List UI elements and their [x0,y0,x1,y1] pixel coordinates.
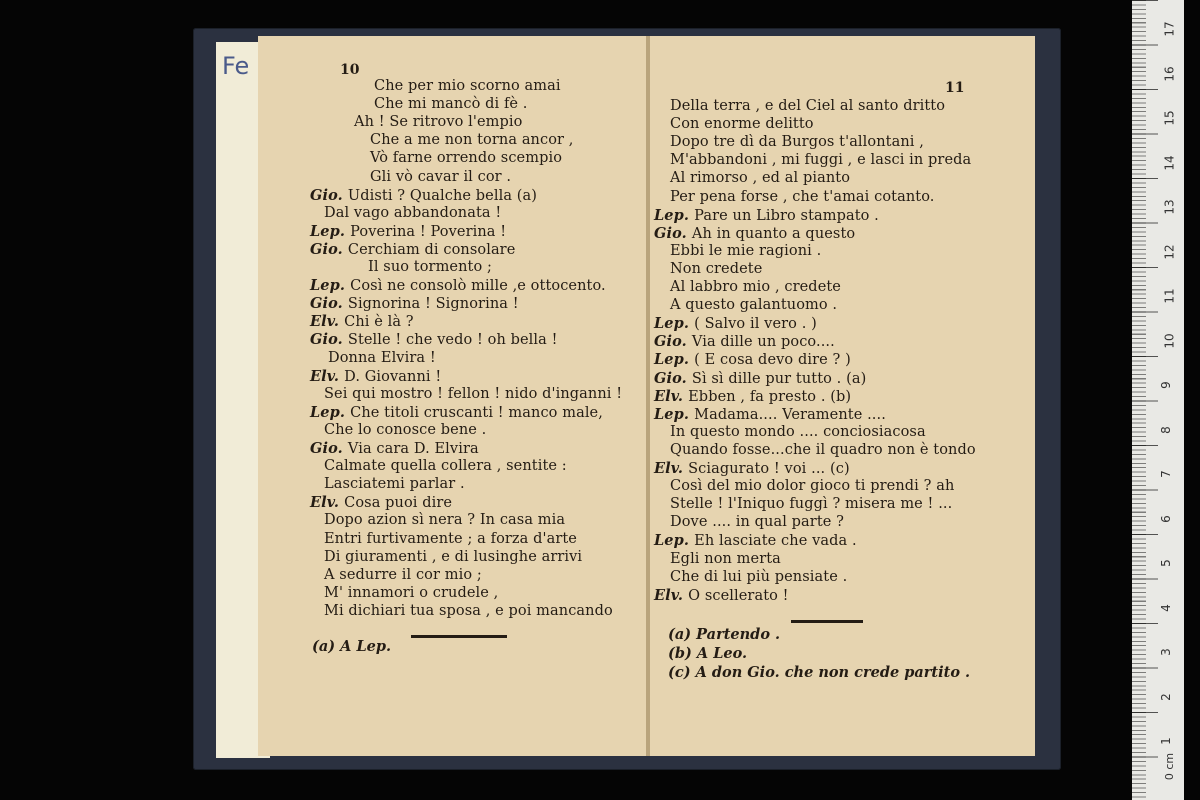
text-line [324,386,622,402]
line-text: Chi è là ? [344,314,414,331]
line-text: Il suo tormento ; [368,259,493,275]
text-line [324,512,565,528]
text-line [370,150,562,166]
line-text: M' innamori o crudele , [324,584,499,601]
text-line [654,207,879,224]
speaker-label: Gio. [654,369,692,387]
text-line [670,424,926,440]
line-text: Udisti ? Qualche bella (a) [347,187,538,204]
line-text: Entri furtivamente ; a forza d'arte [324,530,577,547]
line-text: Della terra , e del Ciel al santo dritto [670,98,946,114]
line-text: Ebbi le mie ragioni . [670,242,822,259]
speaker-label: Gio. [310,440,348,457]
footnote-rule [791,620,863,623]
slip-mark: Fe [222,52,250,80]
speaker-label: Gio. [654,224,692,242]
footnote: (a) A Lep. [312,638,392,655]
speaker-label: Lep. [654,351,695,369]
text-line [374,96,528,112]
page-number: 11 [945,80,965,96]
text-line [654,225,855,242]
text-line [310,223,506,240]
speaker-label: Elv. [654,460,689,477]
ruler-number: 3 [1158,648,1173,656]
line-text: Che titoli cruscanti ! manco male, [350,404,603,421]
text-line [324,458,567,474]
line-text: Ah ! Se ritrovo l'empio [354,114,523,131]
line-text: Via cara D. Elvira [347,441,479,457]
line-text: Stelle ! che vedo ! oh bella ! [347,332,558,349]
line-text: Signorina ! Signorina ! [347,296,519,313]
text-line [654,388,851,405]
line-text: ( E cosa devo dire ? ) [694,352,851,369]
text-line [670,170,850,186]
text-line [654,333,835,350]
line-text: Per pena forse , che t'amai cotanto. [670,188,935,205]
ruler-number: 9 [1158,381,1173,389]
line-text: Che di lui più pensiate . [670,568,848,585]
speaker-label: Lep. [310,403,351,421]
speaker-label: Elv. [310,313,345,331]
text-line [310,494,452,511]
text-line [670,442,976,458]
text-line [310,313,414,330]
text-line [324,476,465,492]
text-line [670,116,814,132]
line-text: Così del mio dolor gioco ti prendi ? ah [670,478,955,495]
speaker-label: Gio. [310,295,348,313]
line-text: A sedurre il cor mio ; [324,566,482,583]
text-line [654,532,857,549]
text-line [670,514,844,530]
speaker-label: Gio. [310,240,348,258]
speaker-label: Lep. [654,405,695,423]
text-line [310,277,606,294]
text-line [670,279,841,295]
speaker-label: Lep. [310,222,351,240]
speaker-label: Lep. [654,315,695,333]
text-line [670,297,837,313]
text-line [310,241,515,258]
line-text: O scellerato ! [688,587,789,604]
speaker-label: Elv. [310,494,345,512]
line-text: Pare un Libro stampato . [694,207,879,224]
ruler-number: 5 [1158,559,1173,567]
measurement-ruler [1132,0,1184,800]
line-text: Dove .... in qual parte ? [670,514,845,531]
text-line [328,350,436,366]
text-line [370,169,511,185]
text-line [654,370,866,387]
left-page [258,36,648,756]
line-text: Gli vò cavar il cor . [370,168,512,185]
ruler-number: 17 [1162,21,1177,37]
ruler-number: 14 [1162,154,1177,171]
text-line [324,603,613,619]
ruler-number: 11 [1162,288,1177,304]
text-line [374,78,561,94]
speaker-label: Gio. [310,331,348,349]
line-text: Così ne consolò mille ,e ottocento. [350,278,606,295]
line-text: ( Salvo il vero . ) [694,316,817,333]
ruler-number: 1 [1158,737,1173,745]
ruler-number: 12 [1162,243,1177,260]
line-text: Sei qui mostro ! fellon ! nido d'inganni ! [324,385,623,402]
text-line [324,422,486,438]
line-text: Che a me non torna ancor , [370,132,574,149]
line-text: Poverina ! Poverina ! [350,223,507,240]
text-line [324,531,577,547]
text-line [310,368,441,385]
line-text: Mi dichiari tua sposa , e poi mancando [324,602,613,619]
speaker-label: Lep. [654,532,695,550]
text-line [654,587,789,604]
ruler-number: 10 [1162,332,1177,349]
text-line [670,569,847,585]
line-text: Cosa puoi dire [344,495,453,512]
text-line [670,551,781,567]
line-text: Dopo tre dì da Burgos t'allontani , [670,134,924,151]
speaker-label: Lep. [310,277,351,295]
footnote: (c) A don Gio. che non crede partito . [668,664,971,681]
text-line [654,460,850,477]
text-line [310,187,537,204]
line-text: Ah in quanto a questo [691,225,856,242]
line-text: Donna Elvira ! [328,349,436,366]
ruler-number: 7 [1158,470,1173,478]
right-page [648,36,1035,756]
line-text: A questo galantuomo . [670,297,838,314]
page-number: 10 [340,62,360,78]
line-text: M'abbandoni , mi fuggi , e lasci in preda [670,152,972,169]
line-text: D. Giovanni ! [344,368,442,385]
ruler-number: 2 [1158,692,1173,701]
line-text: Egli non merta [670,550,781,567]
line-text: Via dille un poco.... [691,334,835,351]
speaker-label: Gio. [654,333,692,351]
ruler-number: 16 [1162,65,1177,82]
text-line [670,261,762,277]
line-text: Che per mio scorno amai [374,78,561,94]
footnote: (a) Partendo . [668,626,781,643]
line-text: Al rimorso , ed al pianto [670,170,851,187]
line-text: Che mi mancò di fè . [374,96,528,113]
ruler-major-ticks [1132,0,1158,800]
line-text: Madama.... Veramente .... [694,406,886,423]
line-text: Eh lasciate che vada . [694,533,857,550]
text-line [670,496,952,512]
line-text: Cerchiam di consolare [347,241,516,258]
text-line [310,295,519,312]
line-text: Stelle ! l'Iniquo fuggì ? misera me ! ... [670,496,953,513]
text-line [354,114,522,130]
text-line [654,351,851,368]
text-line [324,567,482,583]
text-line [670,134,924,150]
text-line [670,478,954,494]
text-line [670,152,971,168]
speaker-label: Elv. [654,586,689,604]
line-text: Con enorme delitto [670,116,814,133]
ruler-number: 6 [1158,514,1173,523]
text-line [654,406,886,423]
line-text: Che lo conosce bene . [324,421,487,438]
line-text: Non credete [670,260,763,277]
speaker-label: Lep. [654,206,695,224]
line-text: Dopo azion sì nera ? In casa mia [324,512,566,529]
ruler-number: 15 [1162,110,1177,126]
ruler-unit: 0 cm [1163,752,1177,781]
text-line [310,331,558,348]
speaker-label: Elv. [310,367,345,385]
line-text: Lasciatemi parlar . [324,476,465,493]
line-text: In questo mondo .... conciosiacosa [670,423,926,440]
text-line [324,585,498,601]
text-line [654,315,817,332]
speaker-label: Gio. [310,186,348,204]
line-text: Al labbro mio , credete [670,279,841,295]
footnote-rule [411,635,507,638]
ruler-number: 8 [1158,425,1173,434]
line-text: Di giuramenti , e di lusinghe arrivi [324,548,583,565]
speaker-label: Elv. [654,387,689,405]
footnote: (b) A Leo. [668,645,748,662]
line-text: Vò farne orrendo scempio [370,150,563,167]
text-line [368,259,492,275]
text-line [370,132,574,148]
text-line [310,440,479,457]
line-text: Calmate quella collera , sentite : [324,458,567,475]
line-text: Quando fosse...che il quadro non è tondo [670,441,976,458]
text-line [310,404,603,421]
line-text: Dal vago abbandonata ! [324,204,502,221]
text-line [324,549,582,565]
ruler-number: 13 [1162,199,1177,215]
text-line [670,98,945,114]
text-line [670,189,934,205]
ruler-number: 4 [1158,603,1173,612]
text-line [670,243,821,259]
line-text: Ebben , fa presto . (b) [688,388,852,405]
line-text: Sì sì dille pur tutto . (a) [691,370,867,387]
text-line [324,205,501,221]
line-text: Sciagurato ! voi ... (c) [688,461,850,477]
